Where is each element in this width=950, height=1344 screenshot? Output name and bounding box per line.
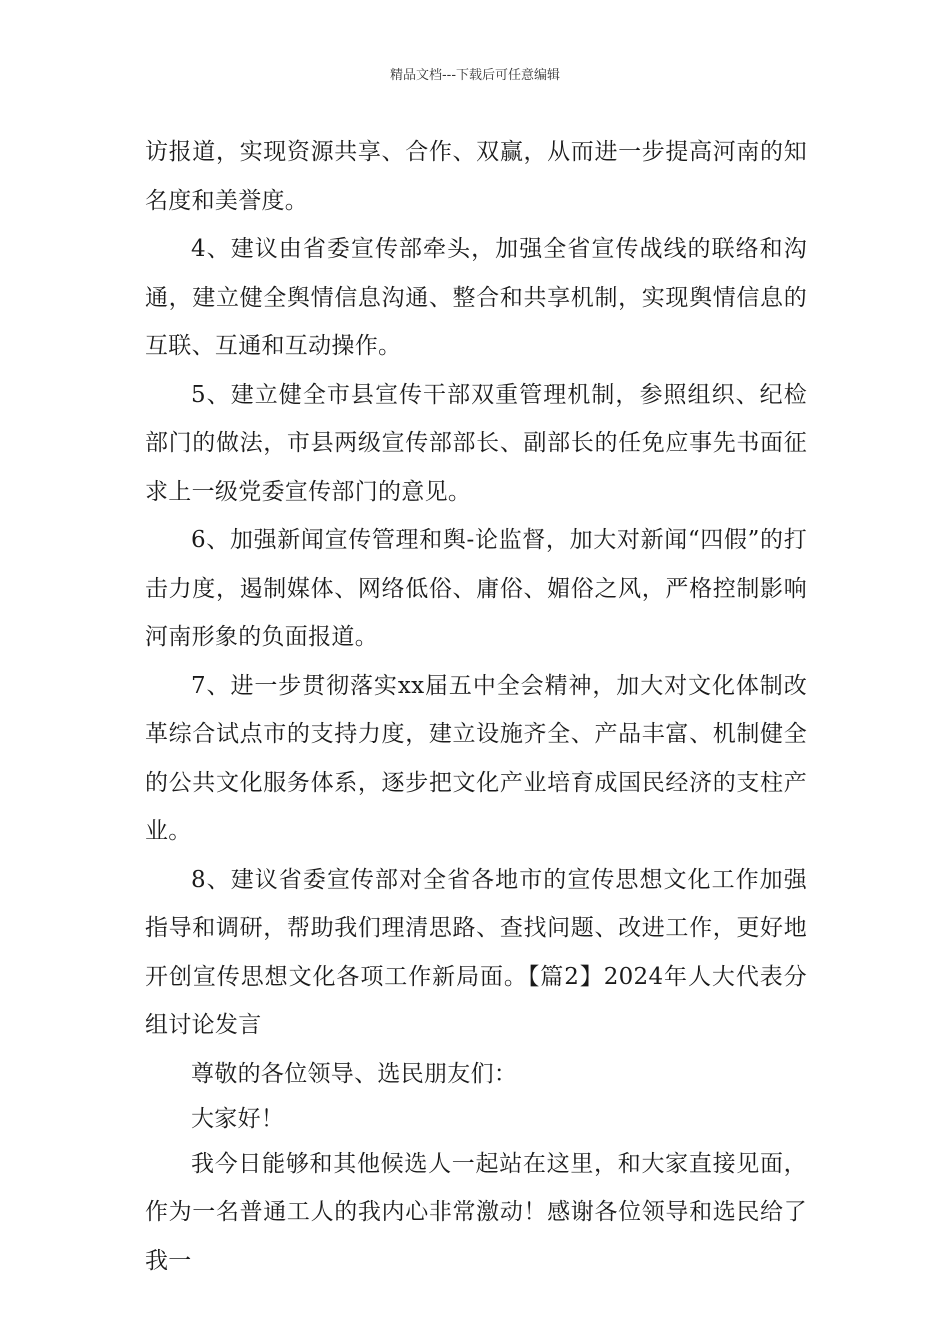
page-header: 精品文档---下载后可任意编辑 — [389, 68, 561, 83]
greeting: 大家好！ — [191, 1105, 285, 1132]
paragraph-continuation: 访报道，实现资源共享、合作、双赢，从而进一步提高河南的知名度和美誉度。 — [145, 139, 807, 214]
paragraph-item-8: 8、建议省委宣传部对全省各地市的宣传思想文化工作加强指导和调研，帮助我们理清思路、查找问题、改进工作，更好地开创宣传思想文化各项工作新局面。【篇2】2024年人大代表分组讨论发言 — [145, 866, 807, 1038]
salutation: 尊敬的各位领导、选民朋友们： — [191, 1060, 518, 1087]
document-body — [145, 128, 807, 1285]
speech-paragraph: 我今日能够和其他候选人一起站在这里，和大家直接见面，作为一名普通工人的我内心非常激动！感谢各位领导和选民给了我一 — [145, 1150, 807, 1274]
paragraph-item-6: 6、加强新闻宣传管理和舆-论监督，加大对新闻“四假”的打击力度，遏制媒体、网络低俗、庸俗、媚俗之风，严格控制影响河南形象的负面报道。 — [145, 527, 807, 650]
paragraph-item-4: 4、建议由省委宣传部牵头，加强全省宣传战线的联络和沟通，建立健全舆情信息沟通、整合和共享机制，实现舆情信息的互联、互通和互动操作。 — [145, 236, 807, 359]
paragraph-item-7: 7、进一步贯彻落实xx届五中全会精神，加大对文化体制改革综合试点市的支持力度，建立设施齐全、产品丰富、机制健全的公共文化服务体系，逐步把文化产业培育成国民经济的支柱产业。 — [145, 672, 807, 844]
paragraph-item-5: 5、建立健全市县宣传干部双重管理机制，参照组织、纪检部门的做法，市县两级宣传部部长、副部长的任免应事先书面征求上一级党委宣传部门的意见。 — [145, 381, 807, 505]
